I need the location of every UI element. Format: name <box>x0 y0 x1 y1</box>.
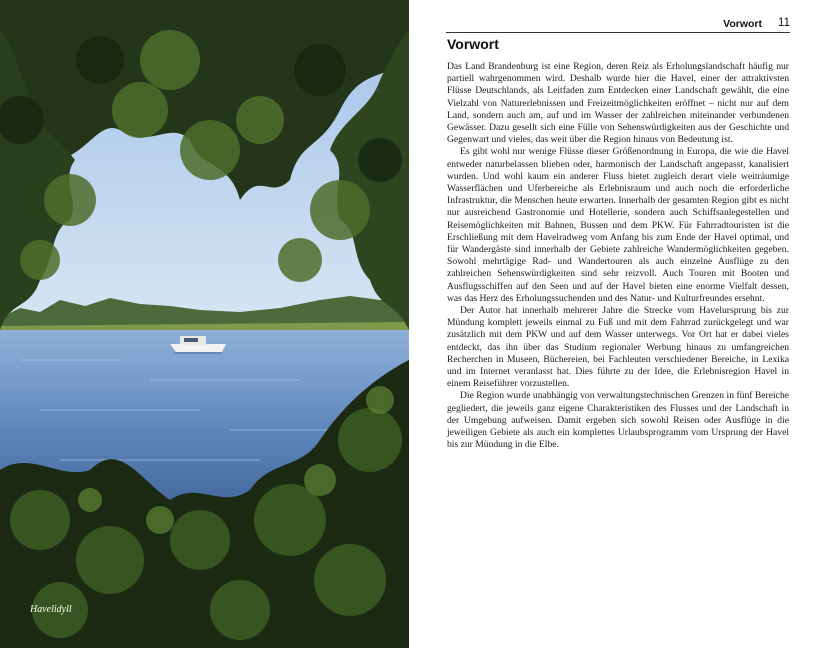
body-text <box>447 61 789 452</box>
paragraph: Die Region wurde unabhängig von verwaltungstechnischen Grenzen in fünf Bereiche gegliedert, die jeweils ganz eigene Charakteristiken des Flusses und der Landschaft in der Umgebung aufweisen. Damit ergeben sich sowohl Reisen oder Ausflüge in die jeweiligen Gebiete als auch ein komplettes Urlaubsprogramm vom Ursprung der Havel bis zur Mündung in die Elbe. <box>447 390 789 451</box>
lake-landscape-photo <box>0 0 409 648</box>
lake-photo <box>0 0 409 648</box>
paragraph: Das Land Brandenburg ist eine Region, deren Reiz als Erholungslandschaft häufig nur partiell wahrgenommen wird. Deshalb wurde hier die Havel, einer der attraktivsten Flüsse Deutschlands, als Leitfaden zum Entdecken einer Landschaft gewählt, die eine Vielzahl von Naturerlebnissen und Freizeitmöglichkeiten eröffnet – nicht nur auf dem Land, sondern auch am, auf und im Wasser der zahlreichen miteinander verbundenen Gewässer. Dazu gesellt sich eine Fülle von Sehenswürdigkeiten aus der Geschichte und Gegenwart und vieles, das weit über die Region hinaus von Bedeutung ist. <box>447 61 789 146</box>
paragraph: Es gibt wohl nur wenige Flüsse dieser Größenordnung in Europa, die wie die Havel entweder naturbelassen blieben oder, harmonisch der Landschaft angepasst, kanalisiert wurden. Und wohl kaum ein anderer Fluss bietet zugleich derart viele weiträumige Wasserflächen und Uferbereiche als Erlebnisraum und auch noch die erforderliche Infrastruktur, die Menschen heute erwarten. Innerhalb der gesamten Region gibt es nicht nur ausreichend Gastronomie und Hotellerie, sondern auch Schiffsanlegestellen und Reisemöglichkeiten mit Bahnen, Bussen und dem PKW. Für Fahrradtouristen ist die Erschließung mit dem Havelradweg vom Anfang bis zum Ende der Havel optimal, und für Wandergäste sind innerhalb der Gebiete zahlreiche Wandermöglichkeiten gegeben. Sowohl mehrtägige Rad- und Wandertouren als auch einzelne Ausflüge zu den zahlreichen Sehenswürdigkeiten sind sehr reizvoll. Auch Touren mit Booten und Ausflugsschiffen auf den Seen und auf der Havel bieten eine enorme Vielfalt dessen, was das Herz des Erholungssuchenden und des Natur- und Kulturfreundes ersehnt. <box>447 146 789 304</box>
page-number: 11 <box>778 17 790 29</box>
chapter-title: Vorwort <box>447 36 499 52</box>
paragraph: Der Autor hat innerhalb mehrerer Jahre die Strecke vom Havelursprung bis zur Mündung komplett jeweils einmal zu Fuß und mit dem Fahrrad zurückgelegt und war zusätzlich mit dem PKW und auf dem Wasser unterwegs. Vor Ort hat er dabei vieles entdeckt, das ihn über das Studium regionaler Werbung hinaus zu umfangreichen Recherchen in Museen, Büchereien, bei Fachleuten verschiedener Bereiche, in Lexika und im Internet veranlasst hat. Dies führte zu der Idee, die Erlebnisregion Havel in einem Reiseführer vorzustellen. <box>447 305 789 390</box>
running-header <box>446 18 790 33</box>
text-page <box>409 0 819 648</box>
running-title: Vorwort <box>723 18 762 30</box>
photo-caption: Havelidyll <box>30 604 72 615</box>
